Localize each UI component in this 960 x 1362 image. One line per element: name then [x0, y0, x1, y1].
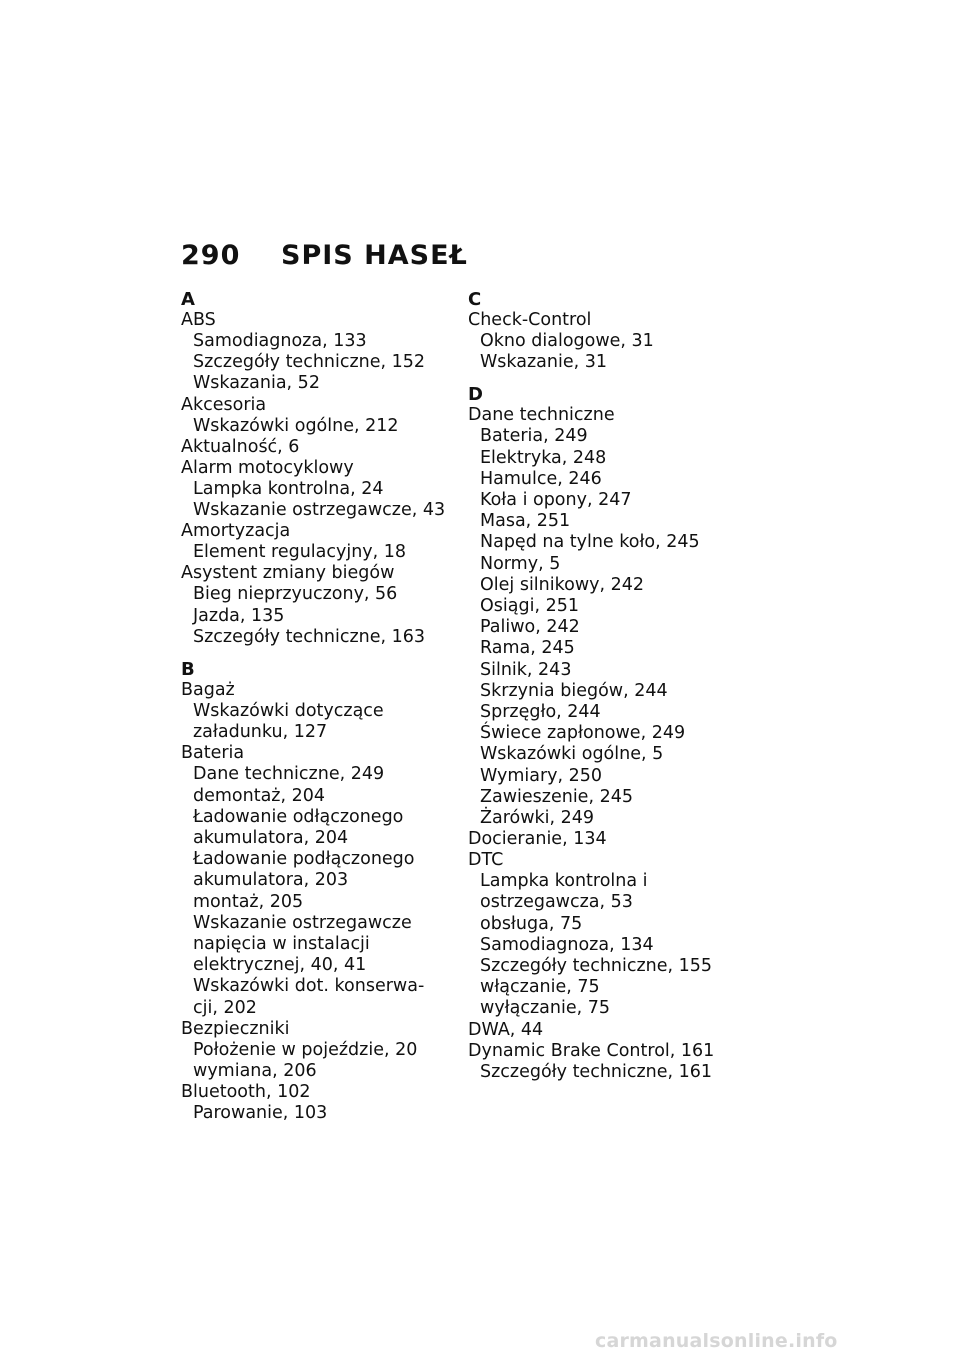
section-letter: A [181, 289, 195, 310]
index-subentry: Wskazanie ostrzegawcze, 43 [193, 500, 446, 521]
index-subentry: Normy, 5 [480, 553, 561, 574]
watermark: carmanualsonline.info [595, 1330, 838, 1352]
index-subentry: Samodiagnoza, 134 [480, 934, 654, 955]
index-entry: ABS [181, 310, 216, 330]
index-subentry: demontaż, 204 [193, 785, 326, 806]
index-entry: Docieranie, 134 [468, 829, 607, 850]
index-subentry: Szczegóły techniczne, 152 [193, 352, 426, 373]
index-entry: Amortyzacja [181, 521, 291, 542]
index-subentry: Ładowanie podłączonego [193, 849, 415, 870]
index-subentry: ostrzegawcza, 53 [480, 892, 633, 913]
index-subentry: Koła i opony, 247 [480, 490, 632, 511]
index-subentry: Paliwo, 242 [480, 617, 580, 638]
index-subentry: elektrycznej, 40, 41 [193, 955, 367, 976]
index-subentry: Wskazówki dot. konserwa- [193, 976, 425, 997]
index-entry: DTC [468, 850, 504, 871]
index-column-right [468, 290, 758, 1083]
index-subentry: wymiana, 206 [193, 1061, 317, 1082]
index-entry: Aktualność, 6 [181, 436, 300, 457]
index-subentry: Ładowanie odłączonego [193, 806, 404, 827]
index-subentry: Okno dialogowe, 31 [480, 331, 654, 351]
index-subentry: Rama, 245 [480, 638, 575, 659]
index-subentry: Bateria, 249 [480, 426, 588, 447]
page-title: SPIS HASEŁ [281, 240, 468, 271]
index-subentry: Element regulacyjny, 18 [193, 542, 407, 563]
index-subentry: cji, 202 [193, 997, 257, 1018]
index-subentry: napięcia w instalacji [193, 934, 370, 955]
index-subentry: Wskazania, 52 [193, 373, 320, 394]
index-subentry: Wskazówki ogólne, 5 [480, 744, 664, 765]
index-subentry: Olej silnikowy, 242 [480, 574, 645, 595]
index-subentry: Wskazanie, 31 [480, 352, 607, 373]
index-subentry: Jazda, 135 [193, 605, 285, 626]
index-subentry: Żarówki, 249 [480, 808, 595, 829]
index-entry: Bezpieczniki [181, 1018, 290, 1039]
index-entry: Asystent zmiany biegów [181, 563, 395, 584]
index-subentry: Położenie w pojeździe, 20 [193, 1039, 418, 1060]
index-entry: Bluetooth, 102 [181, 1082, 311, 1103]
index-section-c [468, 290, 758, 373]
section-letter: B [181, 659, 195, 681]
index-subentry: Skrzynia biegów, 244 [480, 680, 668, 701]
index-subentry: Hamulce, 246 [480, 468, 602, 489]
index-subentry: Elektryka, 248 [480, 447, 607, 468]
index-subentry: Lampka kontrolna i [480, 871, 648, 892]
index-subentry: Szczegóły techniczne, 155 [480, 956, 713, 977]
index-subentry: akumulatora, 204 [193, 828, 349, 849]
index-subentry: Parowanie, 103 [193, 1103, 328, 1124]
index-subentry: Napęd na tylne koło, 245 [480, 532, 700, 553]
index-subentry: montaż, 205 [193, 891, 304, 912]
index-entry: DWA, 44 [468, 1019, 544, 1040]
index-subentry: Szczegóły techniczne, 163 [193, 626, 426, 647]
index-subentry: Dane techniczne, 249 [193, 764, 385, 785]
index-section-d [468, 385, 758, 1082]
index-subentry: Wskazówki dotyczące [193, 701, 384, 722]
index-subentry: załadunku, 127 [193, 722, 328, 743]
index-entry: Dane techniczne [468, 405, 615, 426]
page-header [181, 240, 468, 271]
index-entry: Bagaż [181, 680, 235, 701]
page-number: 290 [181, 240, 241, 271]
index-subentry: Sprzęgło, 244 [480, 702, 601, 723]
index-subentry: Bieg nieprzyuczony, 56 [193, 584, 398, 605]
index-entry: Alarm motocyklowy [181, 457, 354, 478]
index-entry: Check-Control [468, 310, 592, 330]
index-subentry: Szczegóły techniczne, 161 [480, 1061, 713, 1082]
index-subentry: Wskazówki ogólne, 212 [193, 415, 399, 436]
index-subentry: akumulatora, 203 [193, 870, 349, 891]
section-letter: C [468, 289, 482, 310]
index-subentry: obsługa, 75 [480, 913, 583, 934]
index-subentry: wyłączanie, 75 [480, 998, 611, 1019]
index-subentry: Wskazanie ostrzegawcze [193, 912, 412, 933]
index-subentry: Silnik, 243 [480, 659, 572, 680]
section-letter: D [468, 384, 483, 406]
index-section-b [181, 660, 471, 1124]
index-subentry: Osiągi, 251 [480, 596, 579, 617]
index-entry: Akcesoria [181, 394, 267, 415]
index-subentry: Zawieszenie, 245 [480, 786, 633, 807]
index-subentry: Lampka kontrolna, 24 [193, 478, 384, 499]
index-subentry: włączanie, 75 [480, 977, 600, 998]
index-subentry: Masa, 251 [480, 511, 571, 532]
index-entry: Bateria [181, 743, 245, 764]
index-section-a [181, 290, 471, 648]
index-subentry: Samodiagnoza, 133 [193, 331, 367, 351]
index-entry: Dynamic Brake Control, 161 [468, 1040, 715, 1061]
index-subentry: Wymiary, 250 [480, 765, 603, 786]
index-subentry: Świece zapłonowe, 249 [480, 723, 686, 744]
index-column-left [181, 290, 471, 1124]
